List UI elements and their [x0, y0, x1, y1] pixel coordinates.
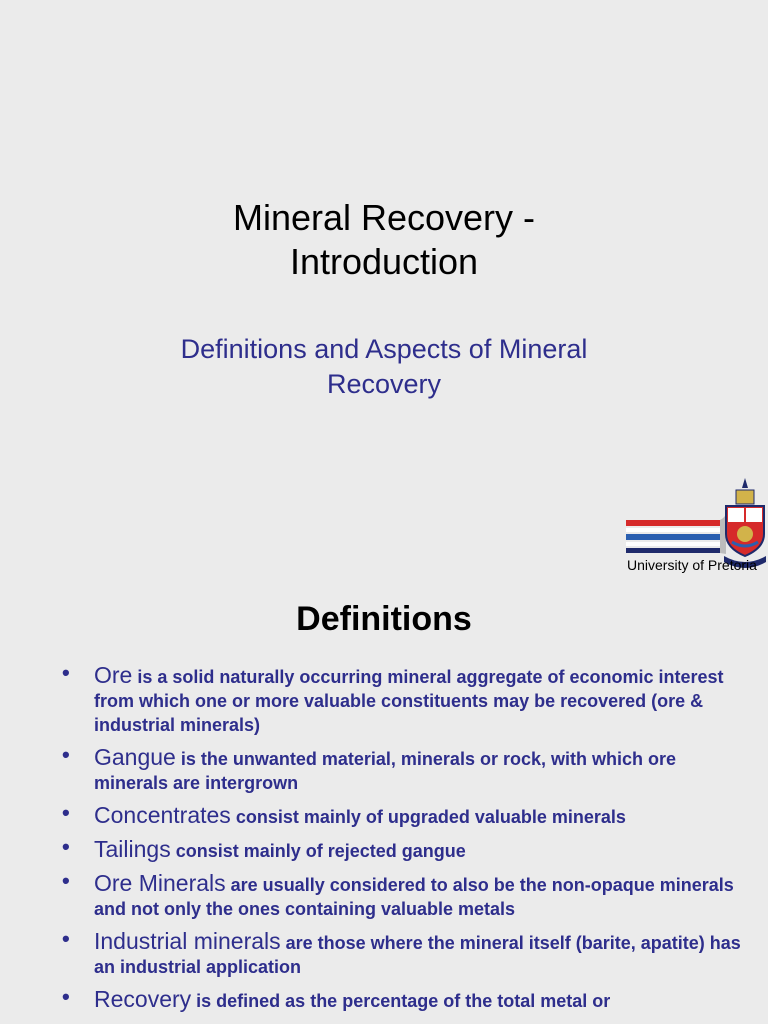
subtitle-line-2: Recovery: [326, 369, 442, 399]
bullet-icon: •: [62, 984, 70, 1009]
title-line-2: Introduction: [289, 241, 479, 282]
definition-text: consist mainly of rejected gangue: [170, 841, 466, 861]
definition-term: Concentrates: [94, 802, 231, 828]
bullet-icon: •: [62, 834, 70, 859]
list-item: [58, 660, 748, 737]
definition-term: Tailings: [94, 836, 171, 862]
definition-term: Ore Minerals: [94, 870, 226, 896]
definitions-list: [58, 660, 748, 1021]
bullet-icon: •: [62, 742, 70, 767]
definition-term: Recovery: [94, 986, 192, 1012]
bullet-icon: •: [62, 868, 70, 893]
slide-subtitle: [100, 332, 668, 402]
bullet-icon: •: [62, 926, 70, 951]
list-item: [58, 742, 748, 795]
definition-text: consist mainly of upgraded valuable minerals: [230, 807, 626, 827]
university-name: University of Pretoria: [627, 557, 757, 573]
definition-term: Ore: [94, 662, 133, 688]
subtitle-line-1: Definitions and Aspects of Mineral: [180, 334, 588, 364]
list-item: [58, 926, 748, 979]
bullet-icon: •: [62, 660, 70, 685]
list-item: [58, 834, 748, 863]
title-line-1: Mineral Recovery -: [232, 197, 536, 238]
definitions-heading: Definitions: [296, 600, 472, 638]
definition-term: Industrial minerals: [94, 928, 281, 954]
list-item: [58, 984, 748, 1013]
slide-title: [0, 196, 768, 284]
definition-text: is defined as the percentage of the total metal or: [191, 991, 611, 1011]
list-item: [58, 868, 748, 921]
definition-text: is a solid naturally occurring mineral aggregate of economic interest from which one or more valuable constituents may be recovered (ore & industrial minerals): [94, 667, 724, 735]
list-item: [58, 800, 748, 829]
definition-text: are usually considered to also be the non-opaque minerals and not only the ones containing valuable metals: [94, 875, 734, 919]
definition-text: is the unwanted material, minerals or rock, with which ore minerals are intergrown: [94, 749, 676, 793]
bullet-icon: •: [62, 800, 70, 825]
definition-term: Gangue: [94, 744, 176, 770]
definition-text: are those where the mineral itself (barite, apatite) has an industrial application: [94, 933, 741, 977]
